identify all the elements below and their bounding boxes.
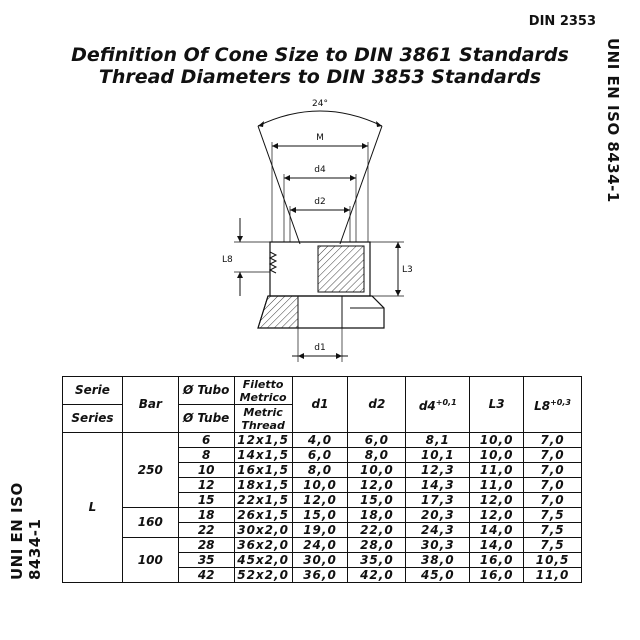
cell-d4: 17,3 [406,493,470,508]
cell-tube: 15 [178,493,234,508]
cell-l8: 7,0 [524,463,582,478]
header-d1: d1 [292,377,348,433]
cell-d2: 12,0 [348,478,406,493]
cell-d2: 35,0 [348,553,406,568]
bar-cell-160: 160 [122,508,178,538]
bar-cell-100: 100 [122,538,178,583]
cell-tube: 6 [178,433,234,448]
page-title [60,44,580,88]
header-serie: Serie [63,377,123,405]
bar-cell-250: 250 [122,433,178,508]
cell-d4: 14,3 [406,478,470,493]
side-label-right: UNI EN ISO 8434-1 [604,38,622,203]
cell-l3: 16,0 [470,568,524,583]
cell-l8: 7,5 [524,523,582,538]
header-filetto-1: Filetto [242,377,284,391]
cell-l8: 7,0 [524,448,582,463]
cell-l3: 11,0 [470,478,524,493]
cell-d2: 10,0 [348,463,406,478]
cell-l3: 14,0 [470,538,524,553]
dim-label-d4: d4 [314,165,326,175]
header-filetto-2: Metrico [239,390,287,404]
cell-l3: 11,0 [470,463,524,478]
cell-l8: 10,5 [524,553,582,568]
cell-d2: 42,0 [348,568,406,583]
header-filetto [234,377,292,405]
cell-thread: 16x1,5 [234,463,292,478]
header-d4-tol: +0,1 [435,398,457,407]
cell-d1: 15,0 [292,508,348,523]
cone-line-right [340,126,382,244]
angle-label: 24° [312,99,328,109]
cell-d2: 18,0 [348,508,406,523]
dim-label-l8: L8 [222,255,233,265]
cell-l3: 12,0 [470,508,524,523]
cone-fitting-drawing [220,92,420,364]
cell-l8: 11,0 [524,568,582,583]
cell-l8: 7,5 [524,538,582,553]
cell-l8: 7,5 [524,508,582,523]
cell-d4: 20,3 [406,508,470,523]
header-l8 [524,377,582,433]
cell-tube: 8 [178,448,234,463]
header-series: Series [63,405,123,433]
cell-d1: 10,0 [292,478,348,493]
cell-d4: 10,1 [406,448,470,463]
cell-d4: 12,3 [406,463,470,478]
cell-d4: 45,0 [406,568,470,583]
cone-line-left [258,126,300,244]
header-bar: Bar [122,377,178,433]
din-code: DIN 2353 [528,14,596,29]
title-line-1: Definition Of Cone Size to DIN 3861 Standards [71,44,569,66]
cell-d4: 38,0 [406,553,470,568]
cell-d1: 30,0 [292,553,348,568]
cell-l3: 16,0 [470,553,524,568]
angle-arc [258,111,382,126]
cell-d2: 6,0 [348,433,406,448]
cell-l3: 12,0 [470,493,524,508]
cell-d4: 30,3 [406,538,470,553]
side-label-left: UNI EN ISO 8434-1 [8,482,44,580]
cell-tube: 12 [178,478,234,493]
cell-l3: 10,0 [470,448,524,463]
table-row [63,538,582,553]
dim-label-d2: d2 [314,197,326,207]
cell-d1: 12,0 [292,493,348,508]
dim-label-l3: L3 [402,265,413,275]
cell-tube: 42 [178,568,234,583]
cell-d1: 19,0 [292,523,348,538]
cell-thread: 22x1,5 [234,493,292,508]
cell-thread: 30x2,0 [234,523,292,538]
cell-l3: 14,0 [470,523,524,538]
cell-l3: 10,0 [470,433,524,448]
header-d4-label: d4 [418,399,436,413]
cell-d1: 6,0 [292,448,348,463]
cell-thread: 14x1,5 [234,448,292,463]
cell-thread: 45x2,0 [234,553,292,568]
cell-l8: 7,0 [524,433,582,448]
cell-thread: 18x1,5 [234,478,292,493]
cell-thread: 12x1,5 [234,433,292,448]
header-l8-label: L8 [534,399,551,413]
header-d4 [406,377,470,433]
cell-thread: 26x1,5 [234,508,292,523]
title-line-2: Thread Diameters to DIN 3853 Standards [98,66,542,88]
header-l3: L3 [470,377,524,433]
dim-label-d1: d1 [314,343,326,353]
table-row [63,508,582,523]
cell-tube: 28 [178,538,234,553]
cell-d1: 36,0 [292,568,348,583]
header-metric-1: Metric [243,405,283,419]
thread-section [318,246,364,292]
header-tubo: Ø Tubo [178,377,234,405]
cell-l8: 7,0 [524,478,582,493]
cell-tube: 22 [178,523,234,538]
cell-d2: 28,0 [348,538,406,553]
cell-d2: 15,0 [348,493,406,508]
cell-d1: 4,0 [292,433,348,448]
cell-l8: 7,0 [524,493,582,508]
dim-label-m: M [316,133,324,143]
cell-thread: 52x2,0 [234,568,292,583]
header-metric-2: Thread [241,418,285,432]
thread-marks [270,252,276,273]
cell-d4: 24,3 [406,523,470,538]
cell-d2: 8,0 [348,448,406,463]
dimensions-table [62,376,582,583]
table-row [63,433,582,448]
header-metric-thread [234,405,292,433]
header-l8-tol: +0,3 [550,398,571,407]
cell-tube: 18 [178,508,234,523]
cell-tube: 10 [178,463,234,478]
cell-d4: 8,1 [406,433,470,448]
cell-d2: 22,0 [348,523,406,538]
cell-thread: 36x2,0 [234,538,292,553]
header-d2: d2 [348,377,406,433]
cell-d1: 24,0 [292,538,348,553]
cell-d1: 8,0 [292,463,348,478]
series-cell: L [63,433,123,583]
header-tube: Ø Tube [178,405,234,433]
cell-tube: 35 [178,553,234,568]
